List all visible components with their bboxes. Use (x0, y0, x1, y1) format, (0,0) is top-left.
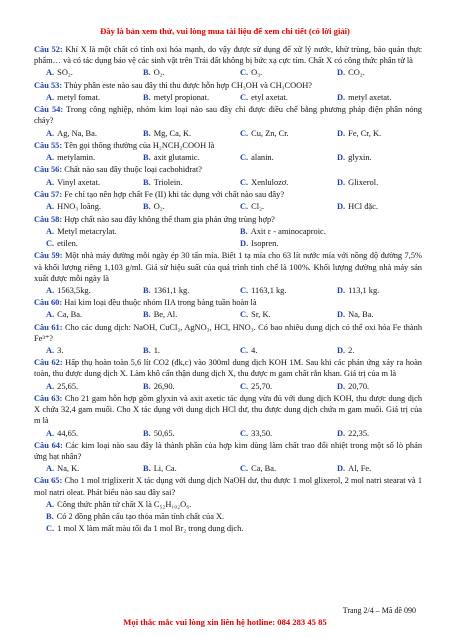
option-text: Có 2 đồng phân cấu tạo thỏa mãn tính chất của X. (56, 512, 225, 522)
option-letter: D. (337, 202, 346, 212)
option-letter: A. (46, 464, 55, 474)
option-letter: B. (143, 128, 151, 138)
option-letter: D. (337, 464, 346, 474)
answer-option (228, 285, 325, 296)
option-text: alanin. (251, 153, 274, 163)
option-text: Fe, Cr, K. (348, 128, 382, 138)
option-letter: A. (46, 310, 55, 320)
option-text: 20,70. (348, 381, 370, 391)
option-letter: B. (143, 177, 151, 187)
option-text: Na, Ba. (348, 310, 374, 320)
options-row (34, 463, 422, 474)
answer-option (325, 128, 422, 139)
option-letter: A. (46, 128, 55, 138)
option-letter: C. (240, 310, 249, 320)
option-text: 113,1 kg. (348, 285, 380, 295)
option-text: 44,65. (57, 428, 79, 438)
answer-option (131, 463, 228, 474)
option-letter: B. (143, 68, 151, 78)
question (34, 357, 422, 379)
question (34, 80, 422, 91)
option-letter: D. (337, 92, 346, 102)
answer-option (228, 309, 325, 320)
answer-option (131, 67, 228, 78)
option-text: Axit ε - aminocaproic. (250, 226, 326, 236)
option-letter: C. (240, 285, 249, 295)
answer-option (325, 285, 422, 296)
option-text: 26,90. (153, 381, 175, 391)
question-text: Hợp chất nào sau đây không thể tham gia phản ứng trùng hợp? (64, 214, 275, 224)
option-letter: A. (46, 381, 55, 391)
option-letter: D. (337, 310, 346, 320)
option-text: 25,70. (251, 381, 273, 391)
answer-option (34, 309, 131, 320)
option-text: 50,65. (153, 428, 175, 438)
answer-option (131, 345, 228, 356)
answer-option (34, 152, 131, 163)
question (34, 189, 422, 200)
option-letter: A. (46, 177, 55, 187)
page-number: Trang 2/4 – Mã đề 090 (342, 606, 416, 615)
options-row (34, 226, 422, 237)
option-text: 1163,1 kg. (251, 285, 287, 295)
question-text: Các kim loại nào sau đây là thành phần của hợp kim dùng làm chất trao đổi nhiệt trong một số lò phản ứng hạt nhân? (34, 440, 423, 461)
options-row (34, 152, 422, 163)
option-text: 1563,5kg. (57, 285, 91, 295)
option-letter: A. (46, 202, 55, 212)
option-letter: C. (240, 153, 249, 163)
option-text: Cl₂. (251, 202, 265, 212)
options-row (34, 67, 422, 78)
question-number: Câu 55: (34, 140, 63, 150)
answer-option (131, 309, 228, 320)
answer-option (131, 381, 228, 392)
question (34, 440, 422, 462)
question-number: Câu 52: (34, 45, 63, 54)
question (34, 250, 422, 283)
option-letter: B. (143, 285, 151, 295)
answer-option (228, 238, 422, 249)
question (34, 297, 422, 308)
option-letter: A. (46, 346, 55, 356)
option-text: Metyl metacrylat. (57, 226, 117, 236)
option-letter: C. (240, 346, 249, 356)
answer-option (325, 463, 422, 474)
option-text: glyxin. (348, 153, 372, 163)
option-text: O₂. (153, 202, 165, 212)
question-text: Thủy phân este nào sau đây thì thu được hỗn hợp CH₃OH và CH₃COOH? (64, 80, 312, 90)
answer-option (228, 67, 325, 78)
answer-option (325, 345, 422, 356)
option-letter: A. (46, 226, 55, 236)
answer-option (325, 92, 422, 103)
option-letter: A. (46, 285, 55, 295)
option-letter: C. (240, 428, 249, 438)
question (34, 44, 422, 66)
option-text: Li, Ca. (153, 464, 177, 474)
option-letter: C. (240, 68, 249, 78)
question-number: Câu 62: (34, 358, 63, 368)
answer-option (131, 128, 228, 139)
options-row (34, 177, 422, 188)
option-letter: B. (143, 310, 151, 320)
options-row (34, 201, 422, 212)
option-text: Ag, Na, Ba. (57, 128, 97, 138)
option-text: Na, K. (57, 464, 80, 474)
question (34, 393, 422, 426)
option-text: 33,50. (251, 428, 273, 438)
question-text: Cho 21 gam hỗn hợp gồm glyxin và axit axetic tác dụng vừa đủ với dung dịch KOH, thu được dung dịch X chứa 32,4 gam muối. Cho X tác dụng với dung dịch HCl dư, thu được dung dịch chứa m gam muối. Giá trị của m là (34, 394, 423, 426)
answer-option (228, 152, 325, 163)
question-text: Một nhà máy đường mỗi ngày ép 30 tấn mía. Biết 1 tạ mía cho 63 lít nước mía với nồng độ đường 7,5% và khối lượng riêng 1,103 g/ml. Giả sử hiệu suất của quá trình tinh chế là 100%. Khối lượng đường nhà máy sản xuất được mỗi ngày là (34, 251, 423, 283)
question-number: Câu 56: (34, 165, 63, 175)
options-row (34, 523, 422, 534)
option-letter: D. (337, 177, 346, 187)
question-number: Câu 59: (34, 251, 63, 261)
answer-option (131, 201, 228, 212)
option-text: axit glutamic. (153, 153, 200, 163)
answer-option (228, 201, 325, 212)
option-text: 1. (153, 346, 160, 356)
options-row (34, 345, 422, 356)
question-number: Câu 53: (34, 80, 63, 90)
options-row (34, 238, 422, 249)
option-letter: B. (143, 381, 151, 391)
answer-option (131, 285, 228, 296)
answer-option (34, 177, 131, 188)
option-letter: B. (143, 153, 151, 163)
answer-option (228, 428, 325, 439)
answer-option (325, 177, 422, 188)
option-text: 1 mol X làm mất màu tối đa 1 mol Br₂ trong dung dịch. (57, 524, 244, 534)
options-row (34, 285, 422, 296)
option-text: Ca, Ba. (57, 310, 83, 320)
option-text: etilen. (57, 239, 78, 249)
option-letter: D. (240, 239, 249, 249)
answer-option (325, 428, 422, 439)
question-number: Câu 63: (34, 394, 63, 404)
answer-option (34, 238, 228, 249)
option-letter: B. (240, 226, 248, 236)
question-text: Cho các dung dịch: NaOH, CuCl₂, AgNO₃, HCl, HNO₃. Có bao nhiêu dung dịch có thể oxi hóa Fe thành Fe³⁺? (34, 322, 423, 343)
option-text: metyl axetat. (348, 92, 392, 102)
option-letter: A. (46, 92, 55, 102)
option-text: 25,65. (57, 381, 79, 391)
option-letter: C. (46, 239, 55, 249)
option-text: etyl axetat. (251, 92, 288, 102)
option-text: HCl đặc. (348, 202, 378, 212)
option-text: metylamin. (57, 153, 96, 163)
option-text: Cu, Zn, Cr. (251, 128, 289, 138)
option-text: metyl fomat. (57, 92, 100, 102)
option-letter: D. (337, 128, 346, 138)
option-text: O₂. (153, 68, 165, 78)
question-text: Hai kim loại đều thuộc nhóm IIA trong bảng tuần hoàn là (64, 298, 257, 308)
option-text: Xenlulozơ. (251, 177, 289, 187)
answer-option (34, 499, 422, 510)
answer-option (228, 381, 325, 392)
answer-option (34, 128, 131, 139)
option-letter: B. (143, 428, 151, 438)
answer-option (228, 177, 325, 188)
option-text: 2. (348, 346, 355, 356)
option-letter: B. (143, 464, 151, 474)
question-number: Câu 60: (34, 298, 63, 308)
option-text: Mg, Ca, K. (153, 128, 192, 138)
answer-option (34, 463, 131, 474)
option-text: 1361,1 kg. (153, 285, 190, 295)
options-row (34, 428, 422, 439)
answer-option (34, 67, 131, 78)
answer-option (34, 201, 131, 212)
question-text: Cho 1 mol triglixerit X tác dụng với dung dịch NaOH dư, thu được 1 mol glixerol, 2 mol natri stearat và 1 mol natri oleat. Phát biểu nào sau đây sai? (34, 476, 423, 497)
answer-option (228, 345, 325, 356)
option-text: Triolein. (153, 177, 183, 187)
option-letter: A. (46, 428, 55, 438)
answer-option (228, 128, 325, 139)
question-text: Chất nào sau đây thuộc loại cacbohiđrat? (64, 165, 202, 175)
question-number: Câu 64: (34, 440, 63, 450)
option-letter: D. (337, 381, 346, 391)
option-letter: C. (240, 464, 249, 474)
option-letter: A. (46, 499, 55, 509)
question-text: Tên gọi thông thường của H₂NCH₂COOH là (64, 140, 215, 150)
option-text: Be, Al. (153, 310, 178, 320)
option-letter: C. (240, 128, 249, 138)
hotline-banner: Mọi thắc mắc vui lòng xin liên hệ hotline: 084 283 45 85 (123, 617, 327, 627)
options-row (34, 128, 422, 139)
answer-option (228, 92, 325, 103)
options-row (34, 499, 422, 510)
question (34, 475, 422, 497)
question-number: Câu 54: (34, 105, 64, 115)
option-letter: C. (46, 524, 55, 534)
answer-option (131, 428, 228, 439)
options-row (34, 381, 422, 392)
option-text: CO₂. (348, 68, 365, 78)
answer-option (34, 345, 131, 356)
options-row (34, 309, 422, 320)
question (34, 104, 422, 126)
option-text: 22,35. (348, 428, 370, 438)
answer-option (325, 152, 422, 163)
question-text: Trong công nghiệp, nhóm kim loại nào sau đây chỉ được điều chế bằng phương pháp điện phân nóng chảy? (34, 105, 422, 126)
option-text: Vinyl axetat. (57, 177, 100, 187)
options-row (34, 511, 422, 522)
question (34, 140, 422, 151)
question-text: Fe chỉ tạo nên hợp chất Fe (II) khi tác dụng với chất nào sau đây? (64, 190, 285, 199)
question-list (34, 44, 422, 536)
option-letter: B. (143, 202, 151, 212)
option-letter: C. (240, 92, 249, 102)
question-number: Câu 61: (34, 322, 63, 332)
answer-option (131, 92, 228, 103)
option-letter: B. (143, 346, 151, 356)
option-letter: D. (337, 428, 346, 438)
question-number: Câu 65: (34, 476, 63, 486)
option-text: Glixerol. (348, 177, 379, 187)
answer-option (325, 201, 422, 212)
answer-option (325, 381, 422, 392)
option-text: 3. (57, 346, 64, 356)
question-text: Khí X là một chất có tính oxi hóa mạnh, do vậy được sử dụng để xử lý nước, khử trùng, bảo quản thực phẩm… và có tác dụng bảo vệ các sinh vật trên Trái đất không bị bức xạ cực tím. Chất X có công thức phân tử là (34, 45, 423, 66)
answer-option (34, 92, 131, 103)
question (34, 322, 422, 344)
option-letter: B. (46, 512, 54, 522)
option-text: O₃. (251, 68, 263, 78)
option-text: metyl propionat. (153, 92, 210, 102)
answer-option (131, 152, 228, 163)
option-letter: C. (240, 202, 249, 212)
option-text: SO₂. (57, 68, 73, 78)
answer-option (228, 226, 422, 237)
preview-banner: Đây là bản xem thử, vui lòng mua tài liệu để xem chi tiết (có lời giải) (100, 26, 350, 36)
answer-option (34, 511, 422, 522)
answer-option (34, 226, 228, 237)
option-letter: A. (46, 153, 55, 163)
option-letter: B. (143, 92, 151, 102)
answer-option (34, 381, 131, 392)
option-letter: C. (240, 381, 249, 391)
question-text: Hấp thụ hoàn toàn 5,6 lít CO2 (đk,c) vào 300ml dung dịch KOH 1M. Sau khi các phản ứng xảy ra hoàn toàn, thu được dung dịch X. Làm khô cẩn thận dung dịch X, thu được m gam chất rắn khan. Giá trị của m là (34, 358, 422, 379)
question (34, 164, 422, 175)
question-number: Câu 58: (34, 214, 63, 224)
option-letter: D. (337, 285, 346, 295)
option-text: 4. (251, 346, 258, 356)
answer-option (131, 177, 228, 188)
option-letter: D. (337, 153, 346, 163)
option-text: Isopren. (251, 239, 279, 249)
answer-option (228, 463, 325, 474)
option-letter: D. (337, 68, 346, 78)
answer-option (325, 309, 422, 320)
option-text: Al, Fe. (348, 464, 372, 474)
question (34, 214, 422, 225)
question-number: Câu 57: (34, 190, 63, 199)
option-text: Công thức phân tử chất X là C₅₂H₁₀₂O₆. (57, 499, 192, 509)
answer-option (34, 285, 131, 296)
answer-option (325, 67, 422, 78)
options-row (34, 92, 422, 103)
option-text: Sr, K. (251, 310, 271, 320)
answer-option (34, 523, 422, 534)
option-text: HNO₃ loãng. (57, 202, 102, 212)
option-letter: C. (240, 177, 249, 187)
option-letter: A. (46, 68, 55, 78)
option-text: Ca, Ba. (251, 464, 277, 474)
answer-option (34, 428, 131, 439)
option-letter: D. (337, 346, 346, 356)
